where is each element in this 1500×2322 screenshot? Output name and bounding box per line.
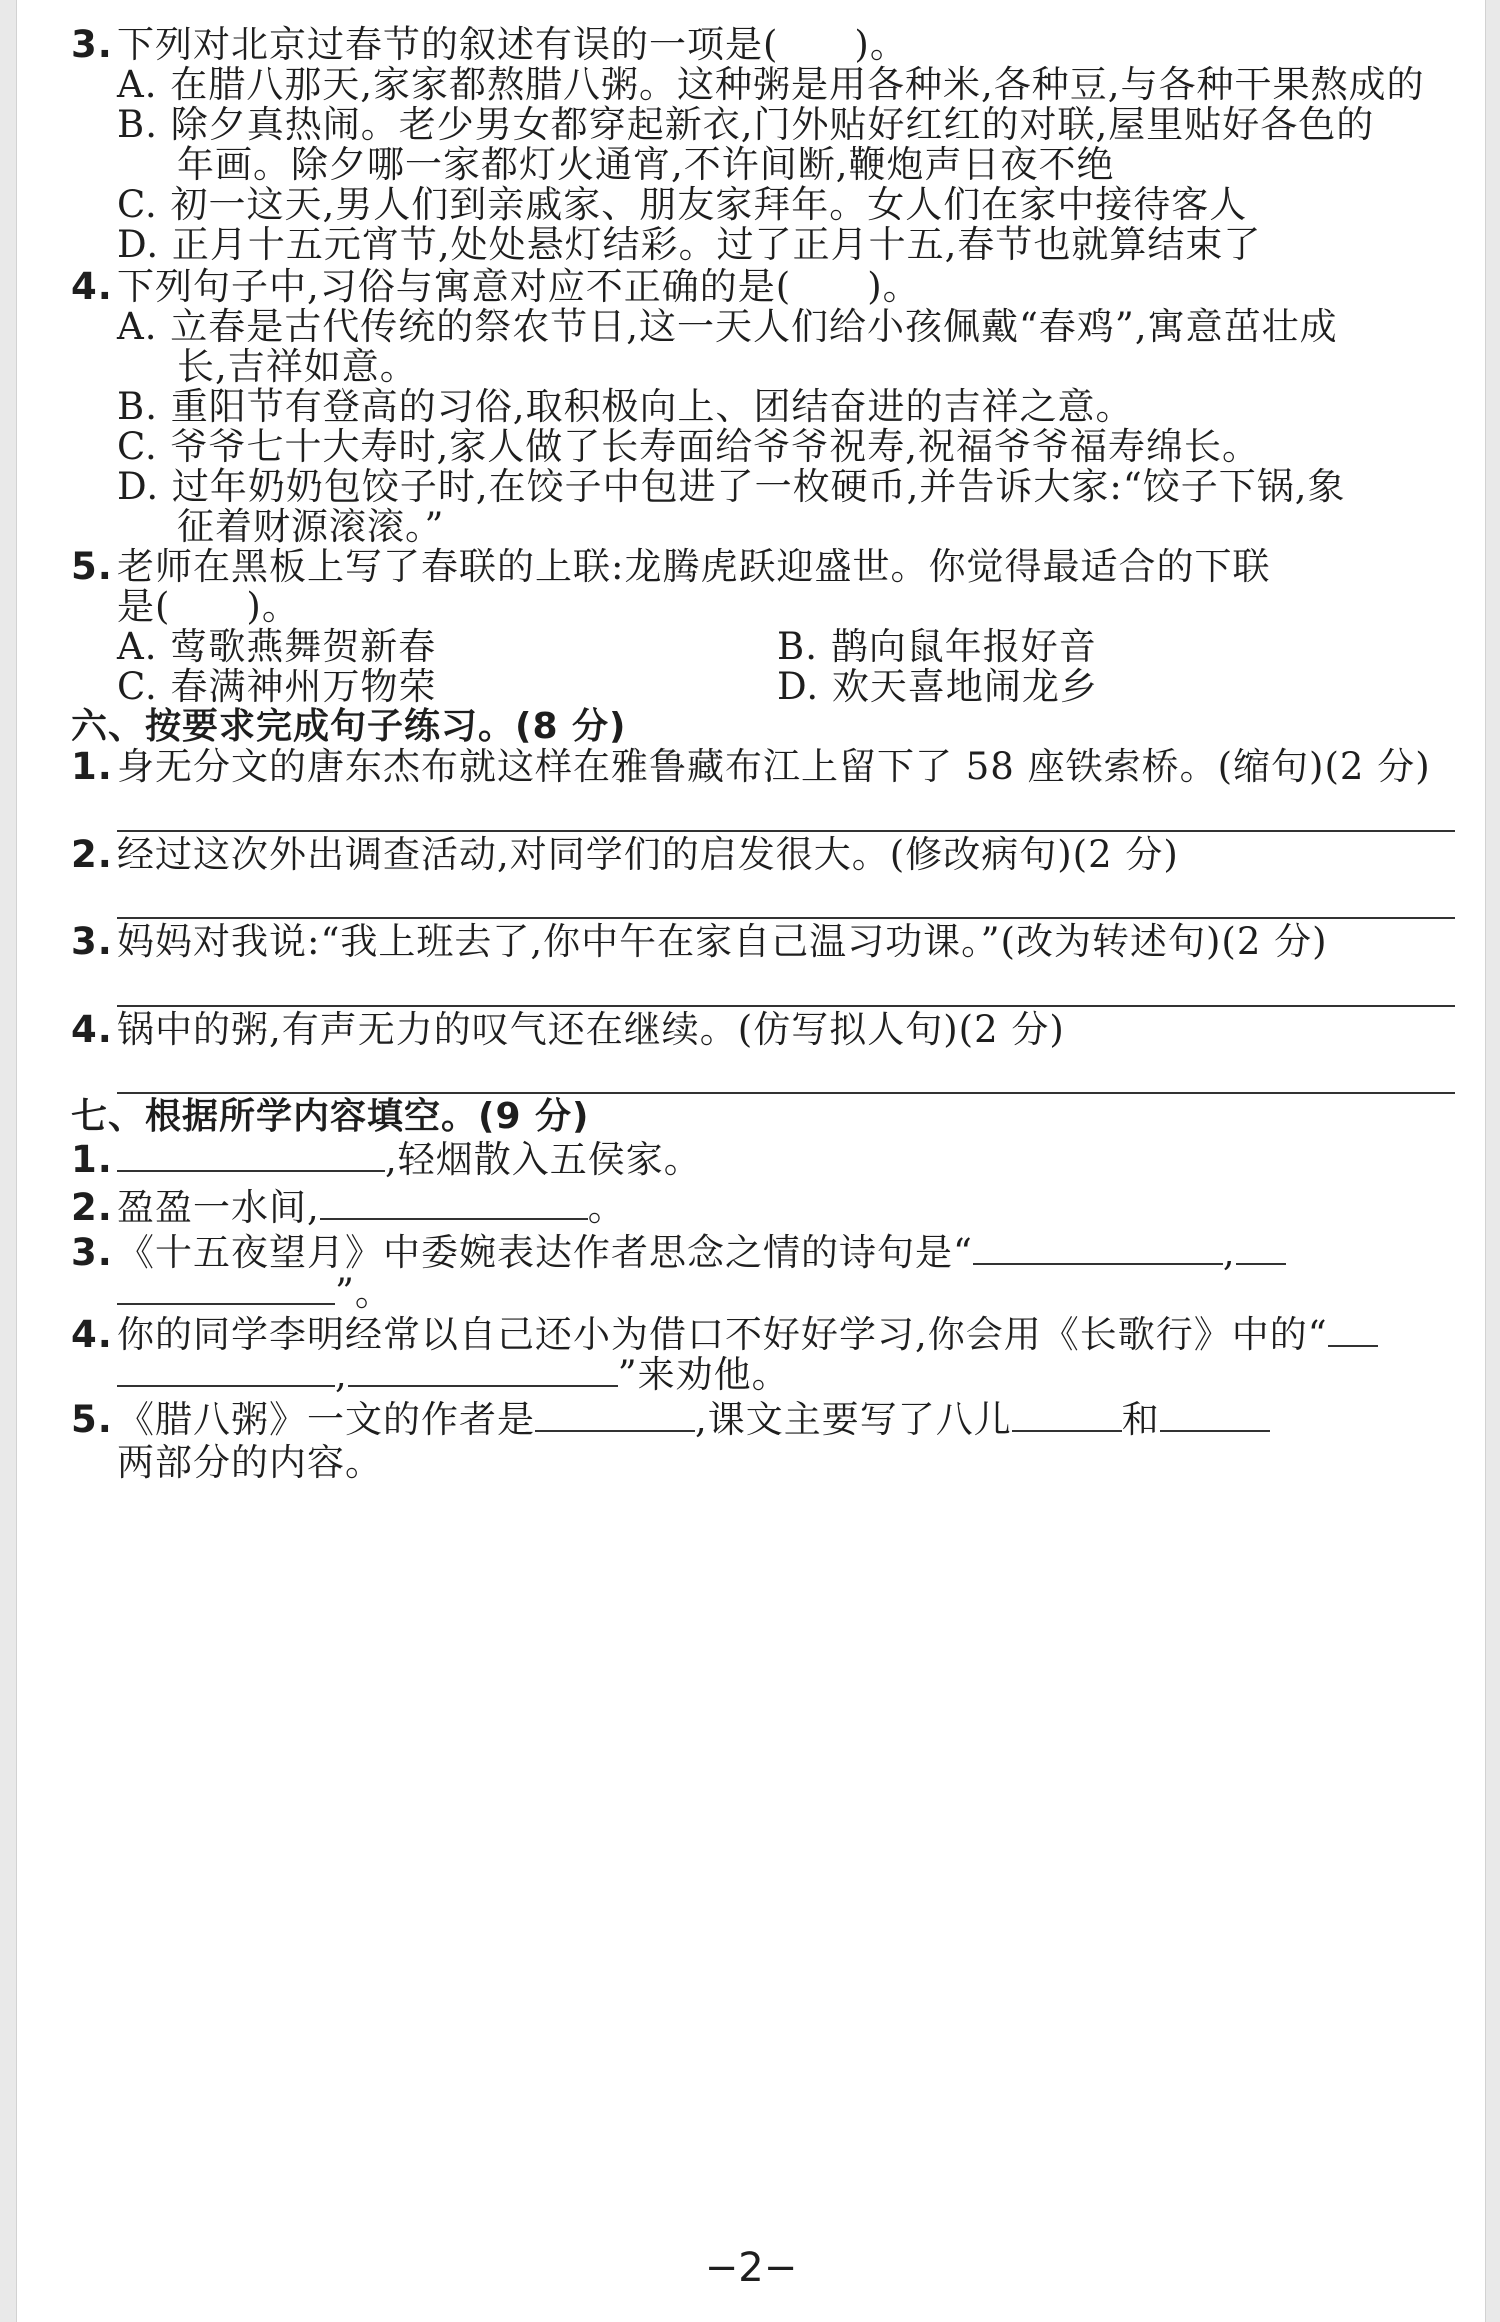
question-text: 你的同学李明经常以自己还小为借口不好好学习,你会用《长歌行》中的“ [117, 1313, 1328, 1356]
option-c: C. 春满神州万物荣 [117, 665, 437, 708]
question-number: 5. [71, 1398, 113, 1441]
s7-question-5-continued [17, 1438, 1485, 1488]
question-number: 3. [71, 920, 113, 963]
option-text: B. 除夕真热闹。老少男女都穿起新衣,门外贴好红红的对联,屋里贴好各色的 [117, 103, 1375, 146]
question-text: ”。 [335, 1271, 393, 1314]
question-stem: 下列句子中,习俗与寓意对应不正确的是( )。 [117, 265, 921, 308]
question-number: 4. [71, 265, 113, 308]
question-text: ,课文主要写了八儿 [695, 1398, 1012, 1441]
question-text: 身无分文的唐东杰布就这样在雅鲁藏布江上留下了 58 座铁索桥。(缩句)(2 分) [117, 745, 1431, 788]
option-text: A. 立春是古代传统的祭农节日,这一天人们给小孩佩戴“春鸡”,寓意茁壮成 [117, 305, 1338, 348]
fill-blank[interactable] [1012, 1398, 1122, 1432]
section-title: 六、按要求完成句子练习。(8 分) [71, 706, 627, 747]
s7-question-1 [17, 1135, 1485, 1185]
fill-blank[interactable] [973, 1231, 1223, 1265]
fill-blank[interactable] [117, 1138, 385, 1172]
fill-blank[interactable] [1160, 1398, 1270, 1432]
option-text: B. 重阳节有登高的习俗,取积极向上、团结奋进的吉祥之意。 [117, 385, 1134, 428]
question-text: 妈妈对我说:“我上班去了,你中午在家自己温习功课。”(改为转述句)(2 分) [117, 920, 1328, 963]
option-text: 年画。除夕哪一家都灯火通宵,不许间断,鞭炮声日夜不绝 [177, 143, 1115, 186]
exam-page [16, 0, 1486, 2322]
option-d: D. 欢天喜地闹龙乡 [777, 665, 1098, 708]
s6-question-4 [17, 1005, 1485, 1055]
question-text: 《十五夜望月》中委婉表达作者思念之情的诗句是“ [117, 1231, 973, 1274]
s7-question-2 [17, 1183, 1485, 1233]
question-text: 两部分的内容。 [117, 1441, 383, 1484]
s6-question-2 [17, 830, 1485, 880]
question-number: 2. [71, 833, 113, 876]
option-text: 长,吉祥如意。 [177, 345, 418, 388]
fill-blank[interactable] [535, 1398, 695, 1432]
option-b: B. 鹊向鼠年报好音 [777, 625, 1097, 668]
fill-blank[interactable] [117, 1271, 335, 1305]
fill-blank[interactable] [1236, 1231, 1286, 1265]
question-number: 4. [71, 1008, 113, 1051]
question-text: 和 [1121, 1398, 1160, 1441]
option-a: A. 莺歌燕舞贺新春 [117, 625, 437, 668]
question-number: 2. [71, 1186, 113, 1229]
question-text: , [335, 1353, 348, 1396]
question-text: , [1222, 1231, 1236, 1274]
question-text: ,轻烟散入五侯家。 [385, 1138, 702, 1181]
question-text: 锅中的粥,有声无力的叹气还在继续。(仿写拟人句)(2 分) [117, 1008, 1065, 1051]
option-text: D. 正月十五元宵节,处处悬灯结彩。过了正月十五,春节也就算结束了 [117, 223, 1262, 266]
option-text: C. 初一这天,男人们到亲戚家、朋友家拜年。女人们在家中接待客人 [117, 183, 1248, 226]
question-text: ”来劝他。 [617, 1353, 790, 1396]
question-number: 4. [71, 1313, 113, 1356]
question-number: 1. [71, 1138, 113, 1181]
question-stem: 是( )。 [117, 585, 300, 628]
s6-question-3 [17, 917, 1485, 967]
option-text: 征着财源滚滚。” [177, 505, 445, 548]
fill-blank[interactable] [117, 1353, 335, 1387]
option-text: C. 爷爷七十大寿时,家人做了长寿面给爷爷祝寿,祝福爷爷福寿绵长。 [117, 425, 1261, 468]
s7-question-4-continued [17, 1350, 1485, 1400]
s6-question-1 [17, 742, 1485, 792]
page-number: −2− [704, 2245, 798, 2291]
section-title: 七、根据所学内容填空。(9 分) [71, 1096, 590, 1137]
fill-blank[interactable] [348, 1353, 618, 1387]
question-number: 1. [71, 745, 113, 788]
question-text: 盈盈一水间, [117, 1186, 320, 1229]
question-number: 3. [71, 1231, 113, 1274]
question-text: 。 [587, 1186, 626, 1229]
option-text: D. 过年奶奶包饺子时,在饺子中包进了一枚硬币,并告诉大家:“饺子下锅,象 [117, 465, 1346, 508]
fill-blank[interactable] [320, 1186, 588, 1220]
option-text: A. 在腊八那天,家家都熬腊八粥。这种粥是用各种米,各种豆,与各种干果熬成的 [117, 63, 1425, 106]
fill-blank[interactable] [1328, 1313, 1378, 1347]
question-number: 3. [71, 23, 113, 66]
question-number: 5. [71, 545, 113, 588]
question-stem: 下列对北京过春节的叙述有误的一项是( )。 [117, 23, 908, 66]
question-stem: 老师在黑板上写了春联的上联:龙腾虎跃迎盛世。你觉得最适合的下联 [117, 545, 1271, 588]
question-text: 经过这次外出调查活动,对同学们的启发很大。(修改病句)(2 分) [117, 833, 1179, 876]
question-text: 《腊八粥》一文的作者是 [117, 1398, 535, 1441]
